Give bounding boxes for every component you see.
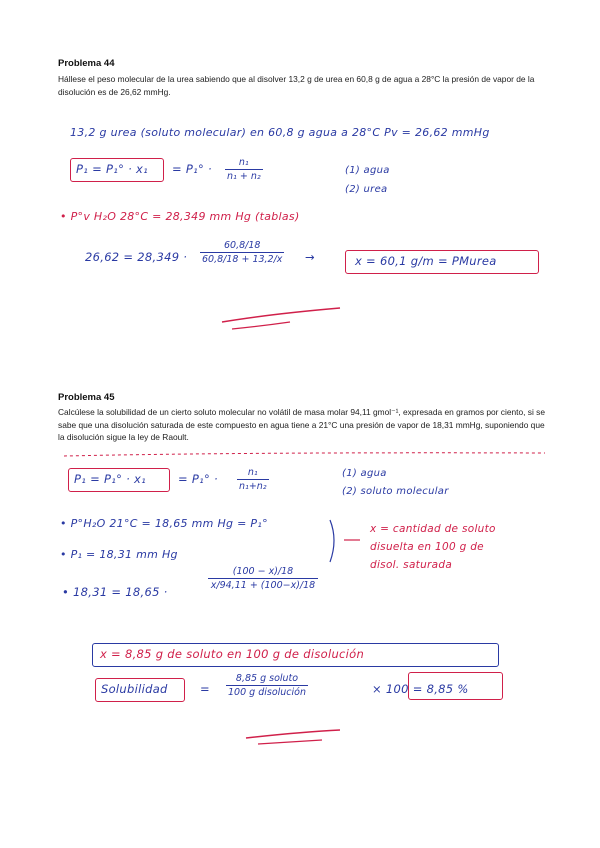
- p45-note-line-3: disol. saturada: [370, 559, 453, 571]
- p45-solubility-den: 100 g disolución: [228, 687, 306, 698]
- p44-arrow: →: [305, 250, 315, 264]
- p44-formula-rhs: = P₁° ·: [172, 162, 212, 176]
- p45-underline-stroke-2: [258, 740, 322, 744]
- p45-formula-num: n₁: [247, 467, 258, 478]
- p44-equation-lhs: 26,62 = 28,349 ·: [85, 250, 188, 264]
- p45-equation-den-a: x/94,11: [210, 580, 247, 591]
- p45-legend-1: (1) agua: [342, 468, 387, 479]
- p45-formula-lhs: P₁ = P₁° · x₁: [74, 472, 147, 486]
- p45-note-line-1: x = cantidad de soluto: [370, 523, 496, 535]
- p45-equation-num: (100 − x)/18: [232, 566, 294, 577]
- p44-legend-1: (1) agua: [345, 165, 390, 176]
- p44-formula-lhs: P₁ = P₁° · x₁: [76, 162, 149, 176]
- p44-legend-2: (2) urea: [345, 184, 388, 195]
- p45-solubility-equals: =: [200, 682, 210, 696]
- p44-equation-den: 60,8/18 + 13,2/x: [202, 254, 283, 265]
- problem-44-statement: Hállese el peso molecular de la urea sabiendo que al disolver 13,2 g de urea en 60,8 g de agua a 28°C la presión de vapor de la disolución es de 26,62 mmHg.: [58, 74, 535, 97]
- problem-45-title: Problema 45: [58, 392, 115, 403]
- p44-underline-stroke-2: [232, 322, 290, 329]
- p44-formula-num: n₁: [238, 157, 249, 168]
- p45-formula-den: n₁+n₂: [239, 481, 267, 492]
- p45-brace: [330, 520, 334, 562]
- p45-solubility-tail: × 100 = 8,85 %: [372, 682, 469, 696]
- p45-solubility-num: 8,85 g soluto: [235, 673, 299, 684]
- p45-equation-den-b: + (100−x)/18: [249, 580, 316, 591]
- p45-result: x = 8,85 g de soluto en 100 g de disolución: [100, 647, 365, 661]
- problem-45-statement: Calcúlese la solubilidad de un cierto soluto molecular no volátil de masa molar 94,11 gmol⁻¹, expresada en gramos por ciento, si se sabe que una disolución saturada de este compuesto en agua tiene a 21°C una presión de vapor de 18,31 mmHg, suponiendo que la disolución sigue la ley de Raoult.: [58, 407, 546, 442]
- p45-pure-vapor-line: • P°H₂O 21°C = 18,65 mm Hg = P₁°: [60, 517, 268, 530]
- p44-result: x = 60,1 g/m = PMurea: [355, 254, 497, 268]
- p45-solution-vapor-line: • P₁ = 18,31 mm Hg: [60, 548, 178, 561]
- p44-equation-num: 60,8/18: [223, 240, 261, 251]
- p44-formula-den: n₁ + n₂: [227, 171, 261, 182]
- p44-vapor-line: • P°v H₂O 28°C = 28,349 mm Hg (tablas): [60, 210, 300, 223]
- p45-underline-stroke-1: [246, 730, 340, 738]
- p45-legend-2: (2) soluto molecular: [342, 486, 449, 497]
- p45-note-line-2: disuelta en 100 g de: [370, 541, 484, 553]
- p45-equation-lhs: • 18,31 = 18,65 ·: [62, 585, 168, 599]
- p45-solubility-label: Solubilidad: [101, 682, 168, 696]
- problem-44-title: Problema 44: [58, 58, 115, 69]
- p45-formula-rhs: = P₁° ·: [178, 472, 218, 486]
- p45-separator-stroke: [64, 453, 545, 456]
- p44-data-line: 13,2 g urea (soluto molecular) en 60,8 g agua a 28°C Pv = 26,62 mmHg: [70, 126, 490, 139]
- p44-underline-stroke-1: [222, 308, 340, 322]
